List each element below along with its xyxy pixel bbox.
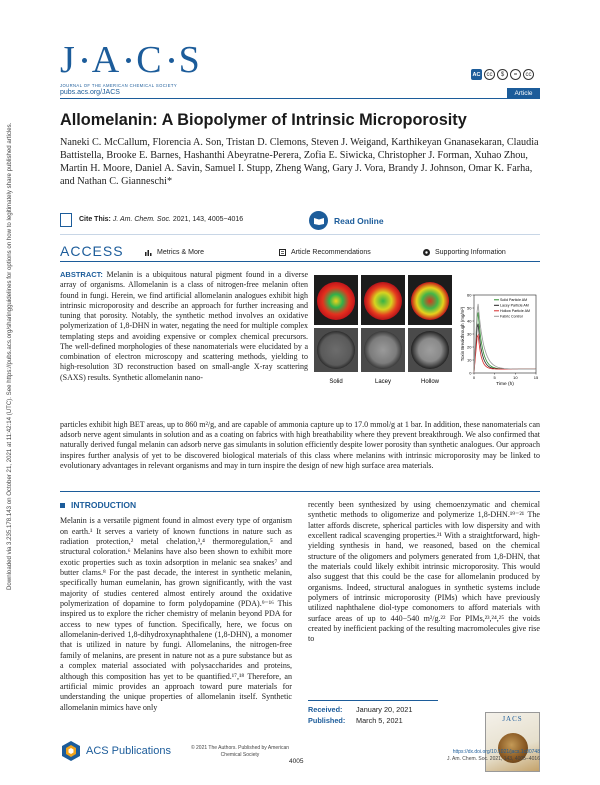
label-hollow: Hollow (420, 379, 440, 385)
acs-hexagon-icon (60, 740, 82, 762)
intro-heading-text: INTRODUCTION (71, 500, 137, 510)
abstract-divider (60, 491, 540, 492)
logo-dot (169, 58, 174, 63)
cover-title: JACS (502, 715, 523, 723)
abstract-part1: Melanin is a ubiquitous natural pigment found in a diverse array of organisms. Allomelanin is a class of nitrogen-free melanin often found in fungi. Herein, we find artificial allomelanin analogues exhibit high intrinsic microporosity and describe an approach for further increasing and tuning that porosity. Notably, the synthetic method involves an oxidative polymerization of 1,8-DHN in water, negating the need for multiple complex templating steps and avoiding expensive or complex chemical precursors. The well-defined morphologies of these nanomaterials were elucidated by a combination of electron microscopy and scattering methods, yielding to high-resolution 3D reconstruction based on small-angle X-ray scattering (SAXS) results. Synthetic allomelanin nano- (60, 270, 308, 382)
article-dates (308, 704, 412, 726)
cite-label: Cite This: (79, 216, 111, 223)
page-number: 4005 (289, 758, 304, 765)
author-list[interactable]: Naneki C. McCallum, Florencia A. Son, Tristan D. Clemons, Steven J. Weigand, Karthikeyan Gnanasekaran, Claudia Battistella, Brooke E. Barnes, Hashanthi Abeyratne-Perera, Zofia E. Siwicka, Christopher J. Forman, Xuhao Zhou, Martin H. Moore, Daniel A. Savin, Samuel I. Stupp, Zheng Wang, Gary J. Vora, Brandy J. Johnson, Omar K. Farha, and Nathan C. Gianneschi* (60, 137, 539, 187)
y-tick-label: 0 (469, 370, 472, 376)
series-line (474, 324, 536, 373)
logo-letter: S (178, 39, 202, 81)
doi-link[interactable]: https://dx.doi.org/10.1021/jacs.1c00748 (452, 749, 540, 755)
cite-journal: J. Am. Chem. Soc. (112, 216, 171, 223)
section-marker-icon (60, 503, 65, 508)
tem-lacey (364, 331, 402, 369)
y-axis-label: Toxin Breakthrough (mg/m²) (460, 306, 465, 362)
tem-hollow (411, 331, 449, 369)
received-divider (308, 700, 438, 701)
cite-row (60, 211, 540, 233)
x-tick-label: 15 (533, 375, 539, 380)
article-type-tag: Article (507, 88, 540, 98)
access-label: ACCESS (60, 243, 124, 259)
doi-block (447, 749, 540, 762)
logo-letter: C (136, 39, 164, 81)
noncommercial-icon[interactable]: $ (497, 69, 508, 80)
tem-solid (317, 331, 355, 369)
journal-reference: J. Am. Chem. Soc. 2021, 143, 4005−4016 (447, 755, 540, 762)
bar-chart-icon (145, 249, 152, 256)
logo-subtitle: JOURNAL OF THE AMERICAN CHEMICAL SOCIETY (60, 83, 178, 88)
attribution-icon[interactable]: cc (523, 69, 534, 80)
logo-letter: J (60, 39, 77, 81)
metrics-label: Metrics & More (157, 249, 205, 256)
document-icon (60, 213, 72, 227)
acs-publications-text: ACS Publications (86, 745, 171, 757)
breakthrough-plot (460, 293, 539, 388)
intro-left-text: Melanin is a versatile pigment found in almost every type of organism on earth.¹ It serves a variety of known functions in nature such as radiation protection,² metal chelation,³,⁴ thermoregulation,⁵ and structural coloration.⁶ Melanins have also been shown to exhibit more exotic properties such as toxin adsorption in melanic sea snakes⁷ and butter clams.⁸ For the past decade, the interest in synthetic melanin, specifically human eumelanin, has grown significantly, with the vast majority of studies centered almost entirely around the oxidative polymerization of dopamine to form polydopamine (PDA).⁹⁻¹⁶ This inspired us to explore the richer chemistry of melanin beyond PDA for access to new types of function. Specifically, here, we focus on allomelanin-derived 1,8-dihydroxynaphthalene (1,8-DHN), a monomer that is utilized in nature by fungi. Allomelanins, the nitrogen-free family of melanins, are present in nature not as a pure substance but as a complex material associated with polysaccharides and proteins, although this composition has yet to be quantified.¹⁷,¹⁸ Therefore, an artificial mimic provides an approach toward pure materials for understanding the unique properties of allomelanin itself. Synthetic allomelanin mimics have only (60, 516, 292, 712)
page-footer (60, 740, 540, 780)
jacs-logo (60, 38, 220, 88)
x-axis-label: Time (h) (496, 382, 514, 387)
reconstruction-solid (317, 282, 355, 320)
y-tick-label: 50 (467, 305, 472, 311)
supporting-info-icon (423, 249, 430, 256)
document-icon (279, 249, 286, 256)
logo-letter: A (91, 39, 122, 81)
supporting-info-label: Supporting Information (435, 249, 506, 256)
recommendations-link[interactable] (279, 249, 371, 256)
x-tick-label: 10 (513, 375, 518, 380)
published-label: Published: (308, 716, 346, 725)
recommendations-label: Article Recommendations (291, 249, 371, 256)
copyright-notice: © 2021 The Authors. Published by American Chemical Society (190, 745, 290, 758)
y-tick-label: 20 (467, 344, 472, 350)
legend-entry: Solid Particle AM (500, 298, 528, 302)
access-divider (60, 261, 540, 262)
y-tick-label: 10 (467, 357, 472, 363)
cite-details: 2021, 143, 4005−4016 (172, 216, 244, 223)
download-notice-text: Downloaded via 3.235.178.143 on October 21, 2021 at 11:42:14 (UTC). See https://pubs.acs.org/sharingguidelines for options on how to legitimately share published articles. (6, 122, 13, 590)
y-tick-label: 60 (467, 292, 472, 298)
article-title: Allomelanin: A Biopolymer of Intrinsic Microporosity (60, 111, 467, 129)
legend-entry: Fabric Control (500, 314, 523, 319)
published-date: March 5, 2021 (356, 716, 403, 725)
received-label: Received: (308, 705, 343, 714)
label-solid: Solid (329, 379, 343, 385)
series-line (474, 335, 536, 373)
read-online-icon (309, 211, 328, 230)
abstract-heading: ABSTRACT: (60, 270, 103, 279)
abstract-continuation: particles exhibit high BET areas, up to 860 m²/g, and are capable of ammonia capture up to 17.0 mmol/g at 1 bar. In addition, these nanomaterials can adsorb nerve agent simulants in solution and as a coating on fabrics with high breathability where they prevent breakthrough. We also confirmed that naturally derived fungal melanin can adsorb nerve gas simulants in solution efficiently despite lower porosity than synthetic analogues. Our approach inspires further analysis of yet to be discovered biological materials of this class where melanins with intrinsic microporosity may be linked to evolutionary advantages in relevant organisms and may in turn inspire the design of new high surface area materials. (60, 420, 540, 470)
intro-heading (60, 500, 292, 510)
read-online-button[interactable] (309, 211, 384, 230)
legend-entry: Hollow Particle AM (500, 309, 530, 313)
toc-graphic-svg (314, 275, 540, 415)
supporting-info-link[interactable] (423, 249, 506, 256)
x-tick-label: 5 (493, 375, 496, 380)
journal-url-link[interactable]: pubs.acs.org/JACS (60, 89, 120, 96)
reconstruction-lacey (364, 282, 402, 320)
y-tick-label: 40 (467, 318, 472, 324)
cite-divider (60, 234, 540, 235)
download-notice (6, 122, 18, 590)
reconstruction-hollow (411, 282, 449, 320)
acs-publications-logo[interactable] (60, 740, 171, 762)
acs-authorchoice-icon[interactable]: AC (471, 69, 482, 80)
legend-entry: Lacey Particle AM (500, 303, 529, 308)
left-column (60, 500, 292, 713)
abstract-text (60, 270, 308, 383)
right-column (308, 500, 540, 645)
logo-dot (126, 58, 131, 63)
license-badges (471, 69, 534, 80)
access-bar (60, 243, 540, 263)
logo-dot (82, 58, 87, 63)
intro-right-text: recently been synthesized by using chemoenzymatic and chemical synthetic methods to oligomerize and polymerize 1,8-DHN.¹⁹⁻²¹ The latter affords discrete, spherical particles with low dispersity and with excellent radical scavenging properties.²¹ With a straightforward, high-yielding synthesis in hand, we reasoned, based on the chemical structure of the oligomers and polymers generated from 1,8-DHN, that the materials could likely exhibit intrinsic microporosity. This would also suggest that this could be the case for allomelanin produced by organisms. Indeed, structural analogues in synthetic systems include polymers of intrinsic microporosity (PIMs) which have previously utilized naphthalene diol-type comonomers to afford materials with surface areas of up to 440−540 m²/g.²² For PIMs,²³,²⁴,²⁵ the voids created by inefficient packing of the resulting macromolecules give rise to (308, 500, 540, 644)
label-lacey: Lacey (374, 379, 392, 385)
cc-license-icon[interactable]: cc (484, 69, 495, 80)
header-divider (60, 98, 540, 99)
cite-this[interactable] (79, 216, 243, 223)
noderivatives-icon[interactable]: = (510, 69, 521, 80)
x-tick-label: 0 (472, 375, 476, 380)
read-online-label: Read Online (334, 215, 384, 226)
y-tick-label: 30 (467, 331, 472, 337)
metrics-link[interactable] (145, 249, 204, 256)
received-date: January 20, 2021 (356, 705, 413, 714)
toc-graphic (314, 275, 540, 415)
